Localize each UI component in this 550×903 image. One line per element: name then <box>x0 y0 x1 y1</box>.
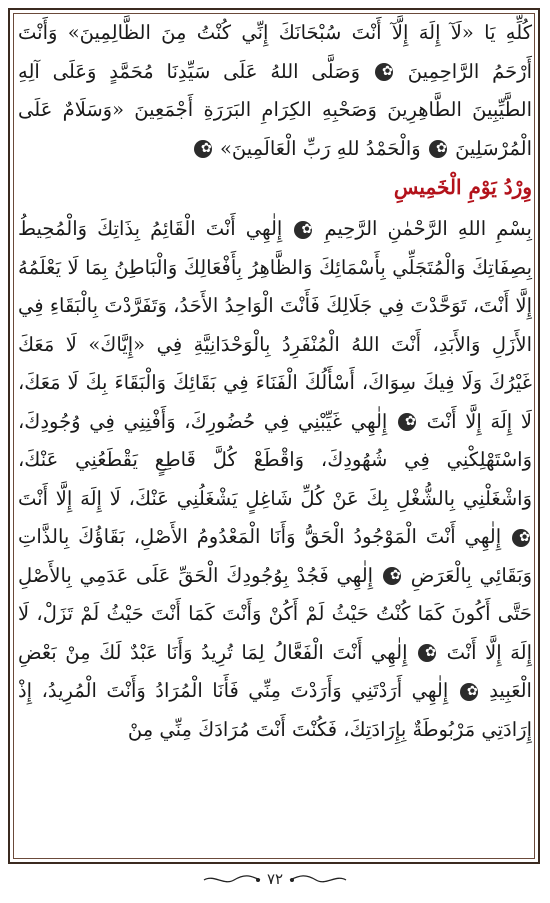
rose-ornament-icon: ✿ <box>418 644 436 662</box>
left-flourish-icon <box>202 873 262 887</box>
text-segment: إِلٰهِي أَرَدْتَنِي وَأَرَدْتَ مِنِّي فَأَنَا الْمُرَادُ وَأَنْتَ الْمُرِيدُ، إِذْ إِرَادَتِي مَرْبُوطَةٌ بِإِرَادَتِكَ، فَكُنْتَ أَنْتَ مُرَادَكَ مِنِّي مِنْ <box>18 679 532 741</box>
rose-ornament-icon: ✿ <box>383 567 401 585</box>
section-heading: وِرْدُ يَوْمِ الْخَمِيسِ <box>393 175 532 199</box>
rose-ornament-icon: ✿ <box>429 140 447 158</box>
rose-ornament-icon: ✿ <box>294 221 312 239</box>
text-segment: إِلٰهِي فَجُدْ بِوُجُودِكَ الْحَقِّ عَلَى عَدَمِي بِالأَصْلِ حَتَّى أَكُونَ كَمَا كُنْتُ حَيْثُ لَمْ أَكُنْ وَأَنْتَ كَمَا أَنْتَ حَيْثُ لَمْ تَزَلْ، لَا إِلَهَ إِلَّا أَنْتَ <box>18 563 532 664</box>
text-segment: بِسْمِ اللهِ الرَّحْمٰنِ الرَّحِيمِ <box>314 217 532 240</box>
text-segment: إِلٰهِي أَنْتَ الْفَعَّالُ لِمَا تُرِيدُ وَأَنَا عَبْدٌ لَكَ مِنْ بَعْضِ الْعَبِيدِ <box>18 640 532 702</box>
page-number: ٧٢ <box>266 870 284 888</box>
rose-ornament-icon: ✿ <box>194 140 212 158</box>
text-segment: كُلِّهِ يَا «لَآ إِلَهَ إِلَّآ أَنْتَ سُبْحَانَكَ إِنِّي كُنْتُ مِنَ الظَّالِمِينَ» وَأَنْتَ أَرْحَمُ الرَّاحِمِينَ <box>18 21 532 83</box>
page-content <box>18 14 532 749</box>
intro-paragraph <box>18 14 532 168</box>
text-segment: إِلٰهِي غَيِّبْنِي فِي حُضُورِكَ، وَأَفْنِنِي فِي وُجُودِكَ، وَاسْتَهْلِكْنِي فِي شُهُودِكَ، وَاقْطَعْ كُلَّ قَاطِعٍ يَقْطَعُنِي عَنْكَ، وَاشْغَلْنِي بِالشُّغْلِ بِكَ عَنْ كُلِّ شَاغِلٍ يَشْغَلُنِي عَنْكَ، لَا إِلَهَ إِلَّا أَنْتَ <box>18 409 532 510</box>
page-footer <box>0 870 550 888</box>
rose-ornament-icon: ✿ <box>398 413 416 431</box>
rose-ornament-icon: ✿ <box>375 63 393 81</box>
text-segment: إِلٰهِي أَنْتَ الْقَائِمُ بِذَاتِكَ وَالْمُحِيطُ بِصِفَاتِكَ وَالْمُتَجَلِّي بِأَسْمَائِكَ وَالظَّاهِرُ بِأَفْعَالِكَ وَالْبَاطِنُ بِمَا لَا يَعْلَمُهُ إِلَّا أَنْتَ، تَوَحَّدْتَ فِي جَلَالِكَ فَأَنْتَ الْوَاحِدُ الأَحَدُ، وَتَفَرَّدْتَ بِالْبَقَاءِ فِي الأَزَلِ وَالأَبَدِ، أَنْتَ اللهُ الْمُنْفَرِدُ بِالْوَحْدَانِيَّةِ فِي «إِيَّاكَ» لَا مَعَكَ غَيْرُكَ وَلَا فِيكَ سِوَاكَ، أَسْأَلُكَ الْفَنَاءَ فِي بَقَائِكَ وَالْبَقَاءَ بِكَ لَا مَعَكَ، لَا إِلَهَ إِلَّا أَنْتَ <box>18 217 532 433</box>
rose-ornament-icon: ✿ <box>460 683 478 701</box>
text-segment: إِلٰهِي أَنْتَ الْمَوْجُودُ الْحَقُّ وَأَنَا الْمَعْدُومُ الأَصْلِ، بَقَاؤُكَ بِالذَّاتِ وَبَقَائِي بِالْعَرَضِ <box>18 525 532 587</box>
rose-ornament-icon: ✿ <box>512 529 530 547</box>
text-segment: وَالْحَمْدُ للهِ رَبِّ الْعَالَمِينَ» <box>213 136 427 160</box>
right-flourish-icon <box>288 873 348 887</box>
text-segment: وَصَلَّى اللهُ عَلَى سَيِّدِنَا مُحَمَّدٍ وَعَلَى آلِهِ الطَّيِّبِينَ الطَّاهِرِينَ وَصَحْبِهِ الكِرَامِ البَرَرَةِ أَجْمَعِينَ «وَسَلَامٌ عَلَى الْمُرْسَلِينَ <box>18 59 532 160</box>
main-paragraph <box>18 210 532 749</box>
